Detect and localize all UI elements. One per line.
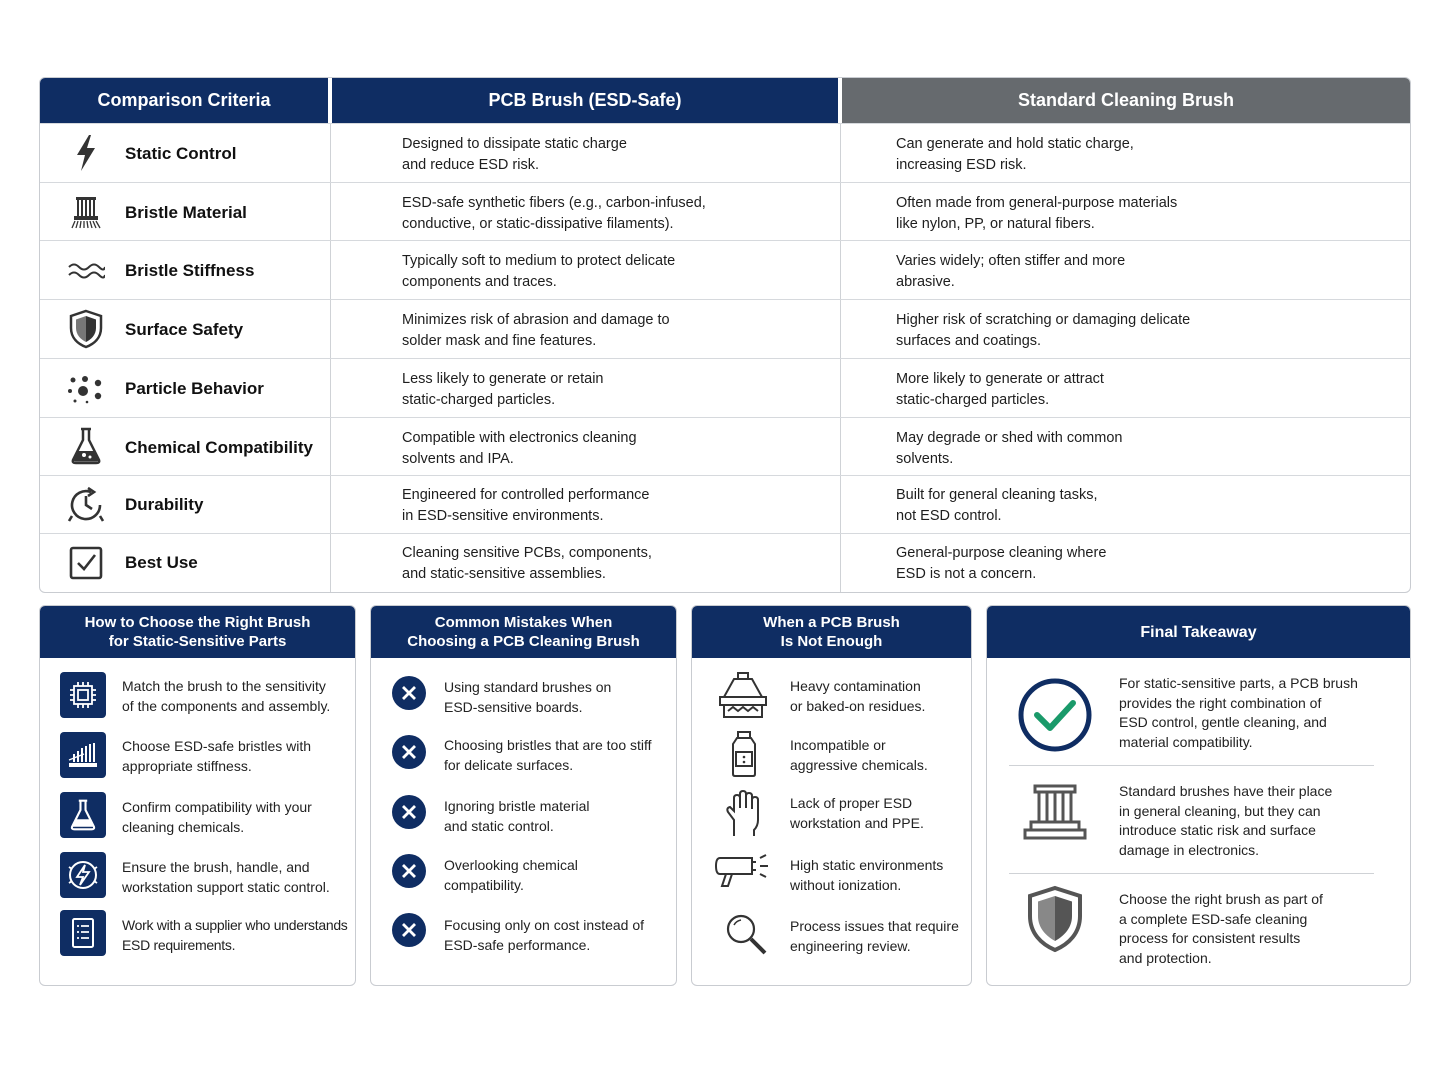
x-circle-icon: [392, 854, 426, 888]
pcb-cell: Minimizes risk of abrasion and damage to solder mask and fine features.: [402, 312, 670, 349]
criteria-label: Bristle Stiffness: [125, 261, 255, 280]
brush-icon: [1021, 784, 1089, 840]
standard-cell: Varies widely; often stiffer and more abrasive.: [896, 253, 1126, 290]
table-row: [40, 182, 1410, 241]
clock-icon: [66, 485, 106, 525]
criteria-label: Surface Safety: [125, 320, 244, 339]
document-icon: [60, 910, 106, 956]
common-mistakes-card: Common Mistakes When Choosing a PCB Cleaning Brush Using standard brushes on ESD-sensitive boards. Choosing bristles that are too stiff for delicate surfaces. Ignoring bristle material and static control. Overlooking chemical compatibility. Focusing only on cost instead of ESD-safe performance.: [370, 605, 677, 986]
particles-icon: [66, 369, 106, 409]
x-circle-icon: [392, 795, 426, 829]
bristles-icon: [60, 732, 106, 778]
bottle-icon: [722, 730, 766, 778]
criteria-label: Bristle Material: [125, 203, 247, 222]
table-row: [40, 299, 1410, 359]
table-row: [40, 240, 1410, 300]
lightning-icon: [66, 133, 106, 173]
header-pcb-brush: PCB Brush (ESD-Safe): [332, 78, 838, 123]
brush-icon: [66, 192, 106, 232]
criteria-label: Best Use: [125, 553, 198, 572]
table-row: [40, 358, 1410, 418]
card-title: Final Takeaway: [987, 606, 1410, 658]
check-circle-icon: [1017, 677, 1093, 753]
criteria-label: Durability: [125, 495, 204, 514]
shield-icon: [66, 309, 106, 349]
glove-icon: [722, 789, 766, 839]
standard-cell: Built for general cleaning tasks, not ESD control.: [896, 487, 1098, 524]
table-row: [40, 123, 1410, 183]
table-row: [40, 417, 1410, 476]
pcb-cell: Less likely to generate or retain static-charged particles.: [402, 371, 604, 408]
standard-cell: Can generate and hold static charge, increasing ESD risk.: [896, 136, 1134, 173]
standard-cell: Often made from general-purpose materials like nylon, PP, or natural fibers.: [896, 195, 1178, 232]
table-row: [40, 533, 1410, 593]
standard-cell: Higher risk of scratching or damaging delicate surfaces and coatings.: [896, 312, 1191, 349]
not-enough-card: When a PCB Brush Is Not Enough Heavy contamination or baked-on residues. Incompatible or aggressive chemicals. Lack of proper ESD workstation and PPE. High static environments without ionization. Process issues that require engineering review.: [691, 605, 972, 986]
divider: [1009, 873, 1374, 874]
standard-cell: More likely to generate or attract static-charged particles.: [896, 371, 1104, 408]
magnifier-icon: [722, 912, 770, 956]
card-title: How to Choose the Right Brush for Static-Sensitive Parts: [40, 606, 355, 658]
wave-icon: [66, 251, 106, 291]
criteria-label: Particle Behavior: [125, 379, 264, 398]
pcb-cell: Typically soft to medium to protect delicate components and traces.: [402, 253, 676, 290]
pcb-cell: Compatible with electronics cleaning solvents and IPA.: [402, 430, 637, 467]
chip-icon: [60, 672, 106, 718]
checkbox-icon: [66, 543, 106, 583]
oven-icon: [716, 672, 770, 718]
x-circle-icon: [392, 913, 426, 947]
pcb-cell: ESD-safe synthetic fibers (e.g., carbon-infused, conductive, or static-dissipative filaments).: [402, 195, 706, 232]
how-to-choose-card: How to Choose the Right Brush for Static-Sensitive Parts Match the brush to the sensitivity of the components and assembly. Choose ESD-safe bristles with appropriate stiffness. Confirm compatibility with your cleaning chemicals. Ensure the brush, handle, and workstation support static control. Work with a supplier who understands ESD requirements.: [39, 605, 356, 986]
shield-icon: [1025, 884, 1085, 954]
card-title: Common Mistakes When Choosing a PCB Cleaning Brush: [371, 606, 676, 658]
criteria-label: Static Control: [125, 144, 237, 163]
pcb-cell: Designed to dissipate static charge and reduce ESD risk.: [402, 136, 627, 173]
header-comparison-criteria: Comparison Criteria: [40, 78, 328, 123]
divider: [1009, 765, 1374, 766]
standard-cell: General-purpose cleaning where ESD is not a concern.: [896, 545, 1107, 582]
comparison-table: [39, 77, 1411, 593]
x-circle-icon: [392, 735, 426, 769]
standard-cell: May degrade or shed with common solvents.: [896, 430, 1123, 467]
x-circle-icon: [392, 676, 426, 710]
flask-icon: [66, 426, 106, 466]
card-title: When a PCB Brush Is Not Enough: [692, 606, 971, 658]
final-takeaway-card: Final Takeaway For static-sensitive parts, a PCB brush provides the right combination of ESD control, gentle cleaning, and material compatibility. Standard brushes have their place in general cleaning, but they can introduce static risk and surface damage in electronics. Choose the right brush as part of a complete ESD-safe cleaning process for consistent results and protection.: [986, 605, 1411, 986]
pcb-cell: Engineered for controlled performance in ESD-sensitive environments.: [402, 487, 650, 524]
pcb-cell: Cleaning sensitive PCBs, components, and static-sensitive assemblies.: [402, 545, 652, 582]
flask-icon: [60, 792, 106, 838]
criteria-label: Chemical Compatibility: [125, 438, 313, 457]
header-standard-brush: Standard Cleaning Brush: [842, 78, 1410, 123]
esd-symbol-icon: [60, 852, 106, 898]
table-row: [40, 475, 1410, 534]
ionizer-icon: [714, 852, 772, 890]
